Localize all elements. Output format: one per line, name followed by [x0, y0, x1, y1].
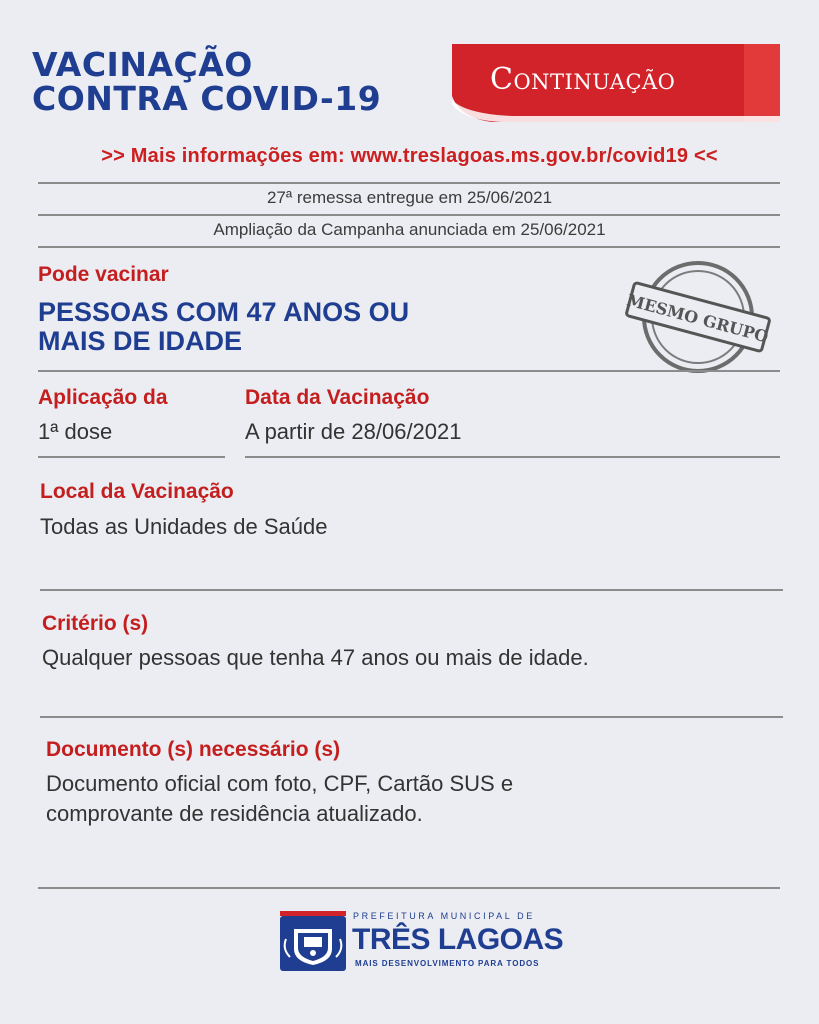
documents-value — [46, 769, 513, 829]
divider — [38, 246, 780, 248]
page-title — [32, 45, 382, 118]
eligibility-value — [38, 298, 409, 356]
divider — [40, 589, 783, 591]
title-line-2: CONTRA COVID-19 — [32, 79, 382, 118]
divider — [245, 456, 780, 458]
divider — [38, 182, 780, 184]
stamp-text: MESMO GRUPO — [624, 290, 771, 347]
divider — [38, 214, 780, 216]
documents-line-2: comprovante de residência atualizado. — [46, 801, 423, 826]
divider — [38, 887, 780, 889]
eligibility-line-2: MAIS DE IDADE — [38, 326, 243, 356]
expansion-note: Ampliação da Campanha anunciada em 25/06/2021 — [213, 220, 606, 239]
dose-value: 1ª dose — [38, 419, 113, 444]
date-label: Data da Vacinação — [245, 386, 430, 409]
logo-city-name: TRÊS LAGOAS — [352, 923, 564, 956]
date-value: A partir de 28/06/2021 — [245, 419, 462, 444]
criteria-label: Critério (s) — [42, 612, 149, 635]
city-emblem-icon — [280, 911, 346, 971]
shipment-note: 27ª remessa entregue em 25/06/2021 — [266, 188, 553, 207]
location-value: Todas as Unidades de Saúde — [40, 514, 328, 539]
eligibility-line-1: PESSOAS COM 47 ANOS OU — [38, 297, 410, 327]
logo-tagline: MAIS DESENVOLVIMENTO PARA TODOS — [355, 959, 540, 968]
title-line-1: VACINAÇÃO — [32, 45, 253, 84]
criteria-value: Qualquer pessoas que tenha 47 anos ou mais de idade. — [42, 645, 589, 670]
same-group-stamp-icon — [622, 258, 772, 376]
documents-line-1: Documento oficial com foto, CPF, Cartão SUS e — [46, 771, 514, 796]
divider — [40, 716, 783, 718]
info-link[interactable]: >> Mais informações em: www.treslagoas.ms.gov.br/covid19 << — [101, 145, 718, 167]
divider — [38, 370, 780, 372]
logo-prefix: PREFEITURA MUNICIPAL DE — [353, 911, 535, 921]
documents-label: Documento (s) necessário (s) — [46, 738, 341, 761]
divider — [38, 456, 225, 458]
dose-label: Aplicação da — [38, 386, 168, 409]
location-label: Local da Vacinação — [40, 480, 234, 503]
eligibility-label: Pode vacinar — [38, 263, 169, 286]
banner-label: Continuação — [490, 62, 676, 97]
